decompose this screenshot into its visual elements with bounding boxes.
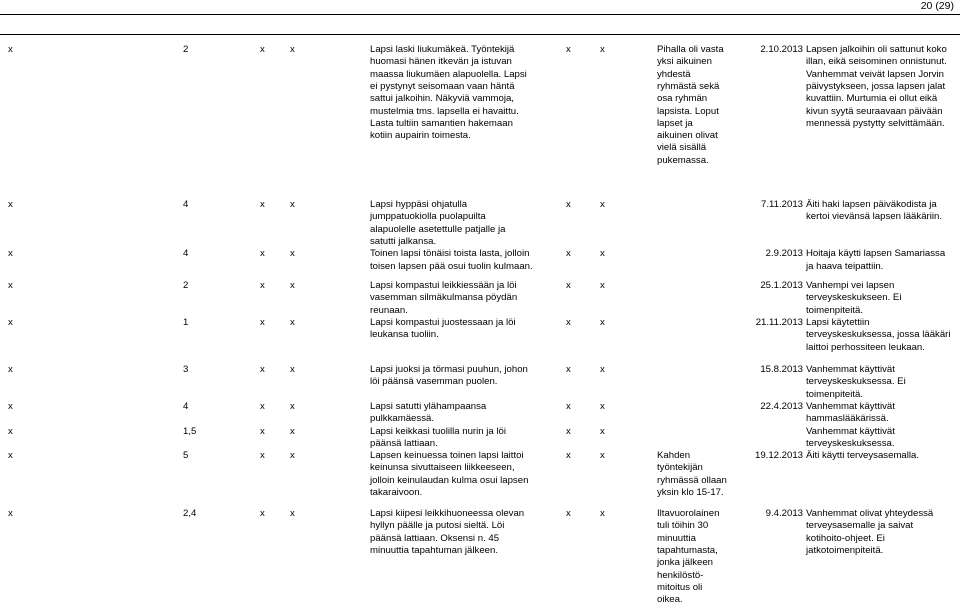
table-row-line (0, 557, 960, 570)
cell-description: toisen lapsen pää osui tuolin kulmaan. (370, 260, 533, 272)
cell-mark-4: x (290, 400, 295, 412)
table-row-line (0, 224, 960, 237)
cell-actions: toimenpiteitä. (806, 388, 864, 400)
table-row-line (0, 401, 960, 414)
cell-mark-3: x (260, 199, 265, 210)
cell-mark-4: x (290, 508, 295, 519)
cell-actions: Vanhempi vei lapsen (806, 280, 895, 291)
cell-actions: Vanhemmat käyttivät (806, 425, 895, 437)
cell-description: satutti jalkansa. (370, 235, 437, 247)
cell-actions: kuvattiin. Murtumia ei ollut eikä (806, 93, 938, 105)
cell-actions: Lapsen jalkoihin oli sattunut koko (806, 44, 947, 55)
table-row-line (0, 520, 960, 533)
table-row-line (0, 280, 960, 293)
cell-mark-1: x (8, 316, 13, 328)
cell-mark-4: x (290, 248, 295, 260)
cell-actions: hammaslääkärissä. (806, 413, 889, 425)
table-row-line (0, 142, 960, 155)
table-row-line (0, 106, 960, 119)
cell-circumstances: Iltavuorolainen (657, 508, 720, 519)
cell-description: Lasta tultiin samantien hakemaan (370, 117, 513, 129)
cell-description: leukansa tuoliin. (370, 329, 439, 341)
table-row-line (0, 329, 960, 342)
cell-date: 15.8.2013 (760, 364, 803, 375)
cell-mark-7: x (600, 316, 605, 328)
cell-description: Lapsen keinuessa toinen lapsi laittoi (370, 450, 524, 462)
cell-circumstances: pukemassa. (657, 154, 709, 166)
cell-circumstances: yksin klo 15-17. (657, 487, 724, 498)
cell-description: mustelmia tms. lapsella ei havaittu. (370, 105, 519, 117)
cell-circumstances: aikuinen olivat (657, 130, 718, 142)
cell-description: vasemman silmäkulmansa pöydän (370, 292, 518, 304)
cell-mark-3: x (260, 364, 265, 375)
cell-actions: Lapsi käytettiin (806, 316, 870, 328)
cell-mark-3: x (260, 44, 265, 55)
table-row-line (0, 93, 960, 106)
cell-actions: Äiti haki lapsen päiväkodista ja (806, 199, 937, 210)
cell-description: Lapsi juoksi ja törmasi puuhun, johon (370, 364, 528, 375)
table-row-line (0, 582, 960, 595)
table-row-line (0, 292, 960, 305)
cell-actions: Vanhemmat käyttivät (806, 400, 895, 412)
cell-actions: mennessä pystytty selvittämään. (806, 117, 945, 129)
cell-description: Lapsi satutti ylähampaansa (370, 400, 487, 412)
cell-mark-7: x (600, 450, 605, 462)
cell-description: keinunsa sivuttaiseen liikkeeseen, (370, 462, 515, 474)
table-row-line (0, 462, 960, 475)
table-row-line (0, 155, 960, 168)
cell-mark-4: x (290, 364, 295, 375)
table-top-rule (0, 34, 960, 35)
table-row-line (0, 69, 960, 82)
cell-circumstances: työntekijän (657, 462, 703, 474)
cell-mark-7: x (600, 44, 605, 55)
cell-date: 2.9.2013 (765, 248, 803, 260)
table-row-line (0, 450, 960, 463)
cell-description: reunaan. (370, 304, 408, 316)
cell-actions: Vanhemmat veivät lapsen Jorvin (806, 68, 944, 80)
cell-description: kotiin aupairin toimesta. (370, 130, 471, 142)
cell-actions: kotihoito-ohjeet. Ei (806, 532, 885, 544)
cell-description: Lapsi kompastui juostessaan ja löi (370, 316, 516, 328)
cell-date: 19.12.2013 (754, 450, 803, 462)
cell-actions: päivystykseen, jossa lapsen jalat (806, 80, 946, 92)
table-row-line (0, 389, 960, 402)
cell-circumstances: yksi aikuinen (657, 56, 712, 68)
cell-description: sattui jalkoihin. Näkyviä vammoja, (370, 93, 514, 105)
table-row-line (0, 487, 960, 500)
cell-circumstances: minuuttia (657, 532, 696, 544)
cell-mark-6: x (566, 248, 571, 260)
cell-mark-1: x (8, 199, 13, 210)
table-row-line (0, 130, 960, 143)
cell-mark-4: x (290, 316, 295, 328)
table-row-line (0, 594, 960, 607)
table-row-line (0, 81, 960, 94)
cell-description: minuuttia tapahtuman jälkeen. (370, 544, 498, 556)
cell-actions: Vanhemmat olivat yhteydessä (806, 508, 934, 519)
table-row-line (0, 533, 960, 546)
table-row-line (0, 248, 960, 261)
cell-age: 2 (183, 280, 189, 291)
cell-mark-7: x (600, 400, 605, 412)
cell-mark-3: x (260, 450, 265, 462)
cell-date: 22.4.2013 (760, 400, 803, 412)
cell-description: jolloin keinulaudan kulma osui lapsen (370, 474, 529, 486)
cell-circumstances: Kahden (657, 450, 691, 462)
cell-mark-1: x (8, 44, 13, 55)
cell-date: 25.1.2013 (760, 280, 803, 291)
cell-description: takaraivoon. (370, 487, 423, 498)
cell-mark-1: x (8, 508, 13, 519)
cell-description: päänsä lattiaan. Oksensi n. 45 (370, 532, 500, 544)
cell-circumstances: Pihalla oli vasta (657, 44, 724, 55)
cell-date: 9.4.2013 (765, 508, 803, 519)
cell-circumstances: ryhmässä ollaan (657, 474, 727, 486)
cell-actions: kertoi vievänsä lapsen lääkäriin. (806, 211, 942, 223)
cell-circumstances: oikea. (657, 594, 683, 606)
cell-actions: Vanhemmat käyttivät (806, 364, 895, 375)
cell-mark-1: x (8, 450, 13, 462)
cell-mark-1: x (8, 425, 13, 437)
cell-circumstances: lapset ja (657, 117, 693, 129)
cell-circumstances: henkilöstö- (657, 569, 704, 581)
cell-date: 21.11.2013 (755, 316, 803, 328)
cell-mark-6: x (566, 425, 571, 437)
cell-date: 7.11.2013 (761, 199, 803, 210)
cell-actions: Hoitaja käytti lapsen Samariassa (806, 248, 946, 260)
cell-actions: terveyskeskuksessa. (806, 437, 895, 449)
cell-mark-7: x (600, 364, 605, 375)
cell-circumstances: tuli töihin 30 (657, 520, 709, 532)
cell-description: Toinen lapsi tönäisi toista lasta, jolloin (370, 248, 530, 260)
table-row-line (0, 508, 960, 521)
cell-description: Lapsi hyppäsi ohjatulla (370, 199, 468, 210)
table-row-line (0, 376, 960, 389)
table-row-line (0, 118, 960, 131)
table-row-line (0, 342, 960, 355)
cell-mark-6: x (566, 364, 571, 375)
cell-mark-1: x (8, 248, 13, 260)
cell-description: päänsä lattiaan. (370, 437, 438, 449)
cell-description: Lapsi keikkasi tuolilla nurin ja löi (370, 425, 506, 437)
cell-description: Lapsi laski liukumäkeä. Työntekijä (370, 44, 515, 55)
cell-mark-7: x (600, 280, 605, 291)
cell-mark-6: x (566, 199, 571, 210)
cell-description: Lapsi kiipesi leikkihuoneessa olevan (370, 508, 525, 519)
table-row-line (0, 236, 960, 249)
cell-circumstances: osa ryhmän (657, 93, 708, 105)
table-row-line (0, 211, 960, 224)
cell-actions: toimenpiteitä. (806, 304, 864, 316)
table-row-line (0, 570, 960, 583)
cell-mark-3: x (260, 248, 265, 260)
cell-mark-7: x (600, 425, 605, 437)
cell-age: 2,4 (183, 508, 197, 519)
cell-description: hyllyn päälle ja putosi sieltä. Löi (370, 520, 505, 532)
cell-mark-1: x (8, 364, 13, 375)
cell-mark-1: x (8, 280, 13, 291)
cell-mark-4: x (290, 199, 295, 210)
cell-actions: terveysasemalle ja saivat (806, 520, 914, 532)
cell-description: huomasi hänen itkevän ja istuvan (370, 56, 512, 68)
cell-mark-4: x (290, 425, 295, 437)
cell-circumstances: jonka jälkeen (657, 557, 714, 569)
cell-age: 4 (183, 199, 189, 210)
table-row-line (0, 56, 960, 69)
cell-circumstances: lapsista. Loput (657, 105, 719, 117)
cell-age: 5 (183, 450, 189, 462)
cell-mark-3: x (260, 280, 265, 291)
cell-actions: laittoi perhossiteen leukaan. (806, 341, 925, 353)
cell-circumstances: mitoitus oli (657, 581, 703, 593)
cell-mark-6: x (566, 400, 571, 412)
header-rule (0, 14, 960, 15)
cell-age: 2 (183, 44, 189, 55)
cell-actions: ja haava teipattiin. (806, 260, 884, 272)
table-row-line (0, 426, 960, 439)
table-row-line (0, 438, 960, 451)
cell-actions: Äiti käytti terveysasemalla. (806, 450, 920, 462)
cell-actions: terveyskeskuksessa. Ei (806, 376, 906, 388)
cell-actions: jatkotoimenpiteitä. (806, 544, 884, 556)
cell-description: ei pystynyt seisomaan vaan häntä (370, 80, 515, 92)
cell-mark-3: x (260, 425, 265, 437)
cell-description: löi päänsä vasemman puolen. (370, 376, 498, 388)
table-row-line (0, 317, 960, 330)
page-number: 20 (29) (920, 0, 954, 12)
cell-mark-6: x (566, 44, 571, 55)
cell-mark-7: x (600, 508, 605, 519)
cell-description: jumppatuokiolla puolapuilta (370, 211, 486, 223)
cell-description: Lapsi kompastui leikkiessään ja löi (370, 280, 517, 291)
cell-mark-3: x (260, 400, 265, 412)
cell-age: 1,5 (183, 425, 197, 437)
cell-description: pulkkamäessä. (370, 413, 434, 425)
table-row-line (0, 545, 960, 558)
cell-actions: illan, eikä seisominen onnistunut. (806, 56, 947, 68)
cell-circumstances: tapahtumasta, (657, 544, 718, 556)
table-row-line (0, 364, 960, 377)
cell-mark-3: x (260, 508, 265, 519)
cell-mark-6: x (566, 316, 571, 328)
cell-actions: terveyskeskuksessa, jossa lääkäri (806, 329, 951, 341)
table-row-line (0, 261, 960, 274)
cell-actions: terveyskeskukseen. Ei (806, 292, 902, 304)
cell-age: 1 (183, 316, 189, 328)
table-row-line (0, 475, 960, 488)
table-row-line (0, 199, 960, 212)
table-row-line (0, 305, 960, 318)
cell-mark-6: x (566, 508, 571, 519)
cell-age: 4 (183, 400, 189, 412)
cell-circumstances: yhdestä (657, 68, 691, 80)
cell-mark-4: x (290, 280, 295, 291)
cell-mark-1: x (8, 400, 13, 412)
cell-mark-7: x (600, 199, 605, 210)
cell-mark-3: x (260, 316, 265, 328)
cell-actions: kivun syytä seuraavaan päivään (806, 105, 943, 117)
cell-date: 2.10.2013 (760, 44, 803, 55)
cell-circumstances: vielä sisällä (657, 142, 707, 154)
cell-age: 4 (183, 248, 189, 260)
cell-circumstances: ryhmästä sekä (657, 80, 720, 92)
cell-description: maassa liukumäen alapuolella. Lapsi (370, 68, 527, 80)
cell-description: alapuolelle asetettulle patjalle ja (370, 223, 506, 235)
cell-mark-4: x (290, 450, 295, 462)
cell-age: 3 (183, 364, 189, 375)
table-row-line (0, 44, 960, 57)
cell-mark-4: x (290, 44, 295, 55)
cell-mark-7: x (600, 248, 605, 260)
cell-mark-6: x (566, 450, 571, 462)
table-row-line (0, 413, 960, 426)
cell-mark-6: x (566, 280, 571, 291)
